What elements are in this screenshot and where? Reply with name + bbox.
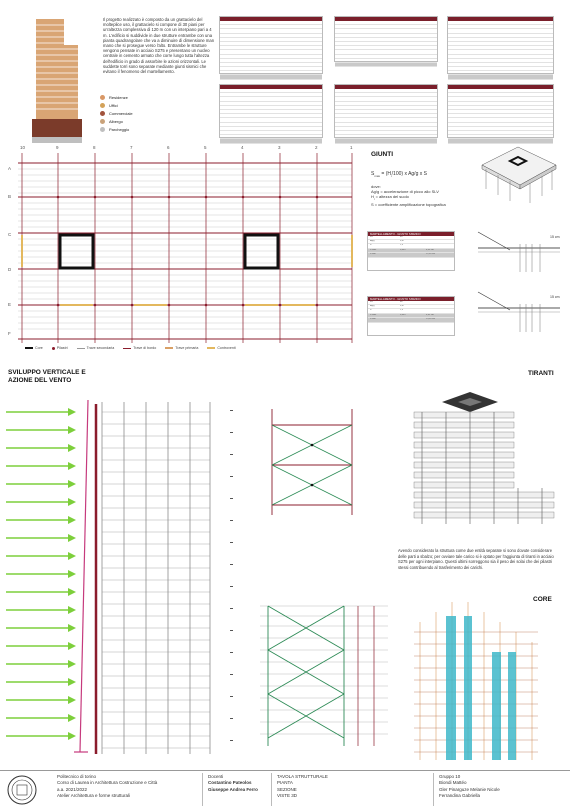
giunto-detail-1 — [470, 224, 564, 274]
giunti-formula: $S_{max} = (H_i/100)$ x Ag/g x S — [371, 171, 427, 178]
footer-institution: Politecnico di torino Corso di Laurea in Architettura Costruzione e Città a.a. 2021/2022 Atelier Architettura e forme strutturali — [57, 774, 158, 798]
col-label: 10 — [20, 145, 26, 150]
legend-item: Parcheggio — [100, 127, 190, 132]
legend-item: Residenze — [100, 95, 190, 100]
plan-legend — [25, 346, 335, 350]
table-header: MARTELLAMENTO - GIUNTO SISMICO — [368, 232, 454, 236]
giunto-table-1 — [367, 231, 455, 271]
table-row: S min 12,30 cm — [368, 253, 454, 258]
calc-table — [219, 84, 323, 138]
dimension-label: 15 cm — [550, 295, 560, 299]
col-label: 7 — [130, 145, 133, 150]
row-label: A — [8, 166, 12, 171]
legend-item: Trave secondaria — [77, 346, 115, 350]
row-label: F — [8, 331, 11, 336]
university-seal — [6, 774, 38, 806]
legend-swatch — [100, 95, 105, 100]
col-label: 6 — [167, 145, 170, 150]
legend-swatch — [25, 347, 33, 349]
legend-swatch — [165, 347, 173, 349]
core-title: CORE — [533, 596, 552, 603]
legend-item: Controventi — [207, 346, 235, 350]
dimension-label: 15 cm — [550, 235, 560, 239]
legend-swatch — [52, 347, 55, 350]
footer — [0, 770, 570, 808]
footer-gruppo: Gruppo 10 Biondi Mattéo Gler Pinarguze Melanie Nicole Ferrandina Gabriella — [439, 774, 500, 798]
row-label: C — [8, 232, 12, 237]
table-row: S 1,5 — [368, 244, 454, 248]
legend-swatch — [100, 103, 105, 108]
legend-swatch — [100, 119, 105, 124]
function-legend — [100, 95, 190, 135]
col-label: 9 — [56, 145, 59, 150]
legend-swatch — [77, 348, 85, 349]
tiranti-title: TIRANTI — [528, 370, 554, 377]
giunto-table-2 — [367, 296, 455, 336]
table-row: S 1,5 — [368, 309, 454, 313]
col-label: 3 — [278, 145, 281, 150]
vento-title: SVILUPPO VERTICALE E AZIONE DEL VENTO — [8, 369, 86, 384]
table-row: S max 0,063 6,30 cm — [368, 249, 454, 254]
footer-docenti: Docenti Costantino Pateolos Giuseppe Andrea Ferro — [208, 774, 258, 792]
legend-item: Trave di bordo — [123, 346, 156, 350]
intro-text: Il progetto realizzato è composto da un grattacielo del molteplice uso, il grattacielo si compone di 30 piani per un'altezza complessiva di 120 m con un interpiano pari a 4 m. L'edificio si suddivide in due strutture entrambe con una pianta quadrangolare che va a diminuire di dimensione man mano che si prosegue verso l'alto. Entrambe le strutture vengono pensate in acciaio S275 e presentano un nucleo centrale in cemento armato che corre lungo tutta l'altezza dell'edificio in grado di assorbire le azioni orizzontali. Le suddette torri sono separate mediante giunti sismici che evitano il fenomeno del martellamento. — [103, 17, 215, 75]
footer-tavola: TAVOLA STRUTTURALE PIANTA SEZIONE VISTE 3D — [277, 774, 328, 798]
bracing-frame-lower — [258, 596, 393, 751]
col-label: 2 — [315, 145, 318, 150]
giunto-3d-view — [472, 143, 564, 218]
legend-item: Commerciale — [100, 111, 190, 116]
legend-swatch — [123, 348, 131, 349]
legend-item: Uffici — [100, 103, 190, 108]
calc-table — [334, 16, 438, 62]
table-row: H1 66 — [368, 301, 454, 305]
table-row: Ag/g 0,07 — [368, 240, 454, 244]
row-label: D — [8, 267, 12, 272]
tiranti-3d-view — [398, 388, 564, 548]
tiranti-text: Avendo considerato la struttura come due entità separate si sono dovute considerare delle parti a sbalzo; per ovviare tale carico si è optato per l'aggiunta di tiranti in acciaio S275 per ogni interpiano. Questi ultimi sorreggono sia il peso dei solai che dei pilastri stessi contribuendo al trasferimento dei carichi. — [398, 548, 554, 570]
giunti-legend: dove: Ag/g = accelerazione di picco allo SLV $H_i$ = altezza del suolo S = coefficiente amplificazione topografica — [371, 184, 446, 208]
legend-swatch — [100, 111, 105, 116]
legend-item: Albergo — [100, 119, 190, 124]
calc-table — [447, 16, 554, 74]
wind-elevation — [4, 392, 249, 762]
legend-item: Pilastri — [52, 346, 68, 350]
calc-table — [447, 84, 554, 138]
table-header: MARTELLAMENTO - GIUNTO SISMICO — [368, 297, 454, 301]
col-label: 4 — [241, 145, 244, 150]
structural-plan — [6, 143, 360, 358]
legend-item: Trave primaria — [165, 346, 198, 350]
calc-table — [334, 84, 438, 138]
table-row: S min 13,30 cm — [368, 318, 454, 323]
col-label: 8 — [93, 145, 96, 150]
col-label: 5 — [204, 145, 207, 150]
giunti-title: GIUNTI — [371, 151, 394, 158]
row-label: E — [8, 302, 12, 307]
legend-item: Core — [25, 346, 43, 350]
col-label: 1 — [350, 145, 353, 150]
calc-table — [219, 16, 323, 74]
giunto-detail-2 — [470, 284, 564, 334]
legend-swatch — [100, 127, 105, 132]
table-row: S max 0,063 6,93 cm — [368, 314, 454, 319]
table-row: Ag/g 0,07 — [368, 305, 454, 309]
core-3d-view — [400, 592, 565, 764]
building-elevation — [22, 15, 92, 145]
table-row: H1 60 — [368, 236, 454, 240]
legend-swatch — [207, 347, 215, 349]
row-label: B — [8, 194, 12, 199]
bracing-frame-upper — [262, 405, 372, 520]
